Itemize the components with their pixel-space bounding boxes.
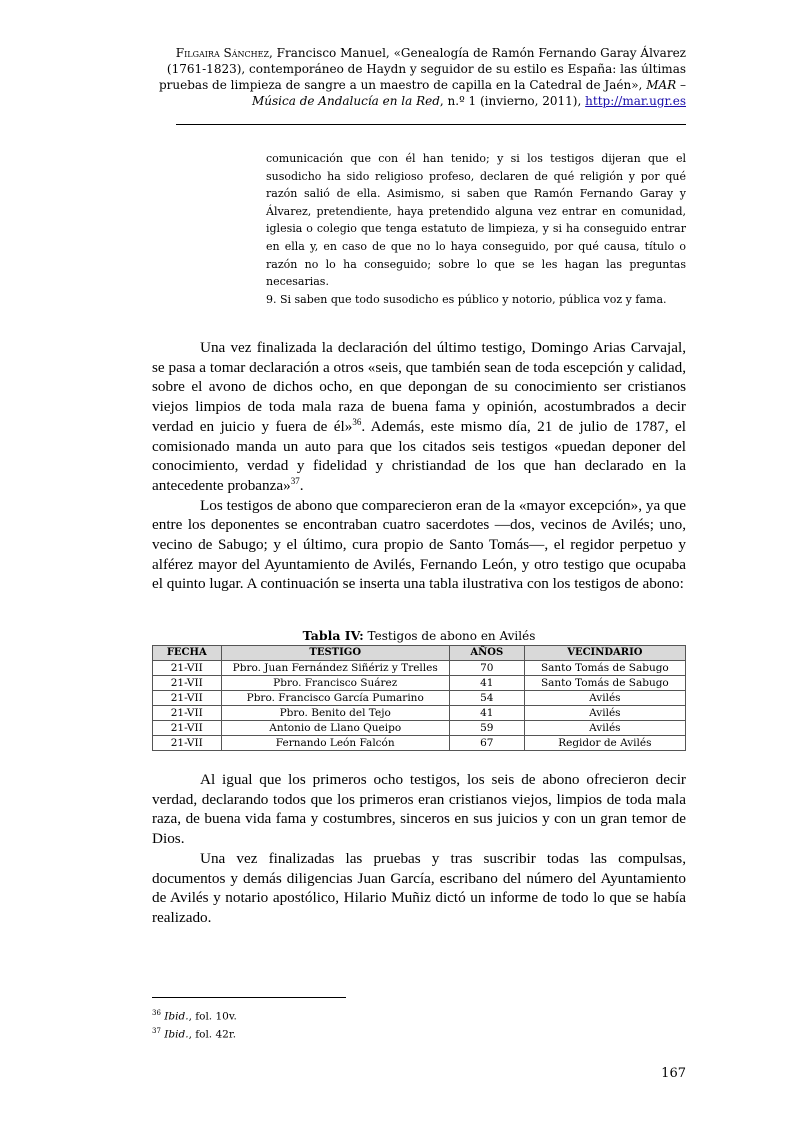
footnotes xyxy=(152,1006,686,1041)
cell-fecha: 21-VII xyxy=(153,661,222,676)
table-row xyxy=(153,736,686,751)
cell-testigo: Pbro. Francisco Suárez xyxy=(221,676,449,691)
footnote-ref: Ibid. xyxy=(164,1010,189,1023)
body-paragraph-1-part-c: . xyxy=(299,476,304,494)
cell-fecha: 21-VII xyxy=(153,691,222,706)
cell-fecha: 21-VII xyxy=(153,676,222,691)
footnote-37 xyxy=(152,1024,686,1042)
header-divider xyxy=(176,124,686,125)
page-number: 167 xyxy=(661,1066,686,1081)
cell-anos: 41 xyxy=(449,706,524,721)
running-header xyxy=(150,45,686,109)
table-row xyxy=(153,721,686,736)
body-paragraph-2: Los testigos de abono que comparecieron eran de la «mayor excepción», ya que entre los deponentes se encontraban cuatro sacerdotes —dos, vecinos de Avilés; uno, vecino de Sabugo; y el último, cura propio de Santo Tomás—, el regidor perpetuo y alférez mayor del Ayuntamiento de Avilés, Fernando León, y otro testigo que ocupaba el quinto lugar. A continuación se inserta una tabla ilustrativa con los testigos de abono: xyxy=(152,496,686,593)
cell-vecindario: Avilés xyxy=(524,706,685,721)
table-caption-label: Tabla IV: xyxy=(302,628,364,643)
footnote-text: , fol. 10v. xyxy=(188,1010,237,1023)
footnote-ref-37[interactable]: 37 xyxy=(290,475,300,486)
footnote-number: 36 xyxy=(152,1009,161,1017)
column-header-vecindario: VECINDARIO xyxy=(524,646,685,661)
footnote-number: 37 xyxy=(152,1026,161,1035)
footnote-36 xyxy=(152,1006,686,1024)
cell-anos: 41 xyxy=(449,676,524,691)
quote-paragraph-1: comunicación que con él han tenido; y si los testigos dijeran que el susodicho ha sido religioso profeso, declaren de qué religión y por qué razón salió de ella. Asimismo, si saben que Ramón Fernando Garay y Álvarez, pretendiente, haya pretendido alguna vez entrar en comunidad, iglesia o colegio que tenga estatuto de limpieza, y si ha conseguido entrar en ella y, en caso de que no lo haya conseguido, por qué causa, título o razón no lo ha conseguido; sobre lo que se les hagan las preguntas necesarias. xyxy=(266,152,686,289)
quote-paragraph-2: 9. Si saben que todo susodicho es público y notorio, pública voz y fama. xyxy=(266,292,667,306)
cell-vecindario: Santo Tomás de Sabugo xyxy=(524,661,685,676)
cell-anos: 59 xyxy=(449,721,524,736)
table-header-row xyxy=(153,646,686,661)
body-paragraph-1-part-a: Una vez finalizada la declaración del último testigo, Domingo Arias Carvajal, se pasa a tomar declaración a otros «seis, que también sean de toda escepción y calidad, sobre el avono de dichos ocho, en que depongan de su conocimiento ser cristianos viejos limpios de toda mala raza de buena fama y opinión, acostumbrados a decir verdad en juicio y fuera de él» xyxy=(152,339,686,435)
body-paragraph-1-part-b: . Además, este mismo día, 21 de julio de 1787, el comisionado manda un auto para que los citados seis testigos «puedan deponer del conocimiento, verdad y fidelidad y christiandad de los que han declarado en la antecedente probanza» xyxy=(152,417,687,494)
footnote-ref-36[interactable]: 36 xyxy=(352,416,362,427)
header-citation: , Francisco Manuel, «Genealogía de Ramón Fernando Garay Álvarez (1761-1823), contemporáneo de Haydn y seguidor de su estilo es España: las últimas pruebas de limpieza de sangre a un maestro de capilla en la Catedral de Jaén», xyxy=(159,46,686,92)
header-issue: , n.º 1 (invierno, 2011), xyxy=(439,94,582,108)
table-row xyxy=(153,661,686,676)
cell-fecha: 21-VII xyxy=(153,721,222,736)
body-text-upper xyxy=(152,338,686,594)
table-row xyxy=(153,676,686,691)
cell-testigo: Antonio de Llano Queipo xyxy=(221,721,449,736)
cell-testigo: Pbro. Francisco García Pumarino xyxy=(221,691,449,706)
footnote-divider xyxy=(152,997,346,998)
block-quote xyxy=(266,150,686,308)
cell-anos: 54 xyxy=(449,691,524,706)
cell-testigo: Pbro. Benito del Tejo xyxy=(221,706,449,721)
footnote-text: , fol. 42r. xyxy=(188,1028,237,1040)
body-paragraph-4: Una vez finalizadas las pruebas y tras suscribir todas las compulsas, documentos y demás diligencias Juan García, escribano del número del Ayuntamiento de Avilés y notario apostólico, Hilario Muñiz dictó un informe de todo lo que se había realizado. xyxy=(152,849,686,926)
column-header-fecha: FECHA xyxy=(153,646,222,661)
cell-vecindario: Regidor de Avilés xyxy=(524,736,685,751)
footnote-ref: Ibid. xyxy=(164,1028,189,1040)
table-caption xyxy=(152,628,686,644)
cell-vecindario: Santo Tomás de Sabugo xyxy=(524,676,685,691)
table-row xyxy=(153,691,686,706)
cell-vecindario: Avilés xyxy=(524,691,685,706)
cell-testigo: Fernando León Falcón xyxy=(221,736,449,751)
cell-fecha: 21-VII xyxy=(153,706,222,721)
witness-table xyxy=(152,645,686,751)
cell-anos: 67 xyxy=(449,736,524,751)
cell-vecindario: Avilés xyxy=(524,721,685,736)
cell-fecha: 21-VII xyxy=(153,736,222,751)
header-author: Filgaira Sánchez xyxy=(175,46,270,60)
column-header-testigo: TESTIGO xyxy=(221,646,449,661)
body-text-lower xyxy=(152,770,686,928)
column-header-anos: AÑOS xyxy=(449,646,524,661)
table-row xyxy=(153,706,686,721)
cell-anos: 70 xyxy=(449,661,524,676)
table-caption-text: Testigos de abono en Avilés xyxy=(363,629,536,643)
header-url-link[interactable]: http://mar.ugr.es xyxy=(585,94,686,108)
header-journal: MAR – Música de Andalucía en la Red xyxy=(252,78,686,108)
cell-testigo: Pbro. Juan Fernández Siñériz y Trelles xyxy=(221,661,449,676)
body-paragraph-3: Al igual que los primeros ocho testigos, los seis de abono ofrecieron decir verdad, declarando todos que los primeros eran cristianos viejos, limpios de toda mala raza, de buena vida fama y costumbres, sinceros en sus juicios y con un gran temor de Dios. xyxy=(152,771,686,848)
body-paragraph-1 xyxy=(152,338,686,496)
